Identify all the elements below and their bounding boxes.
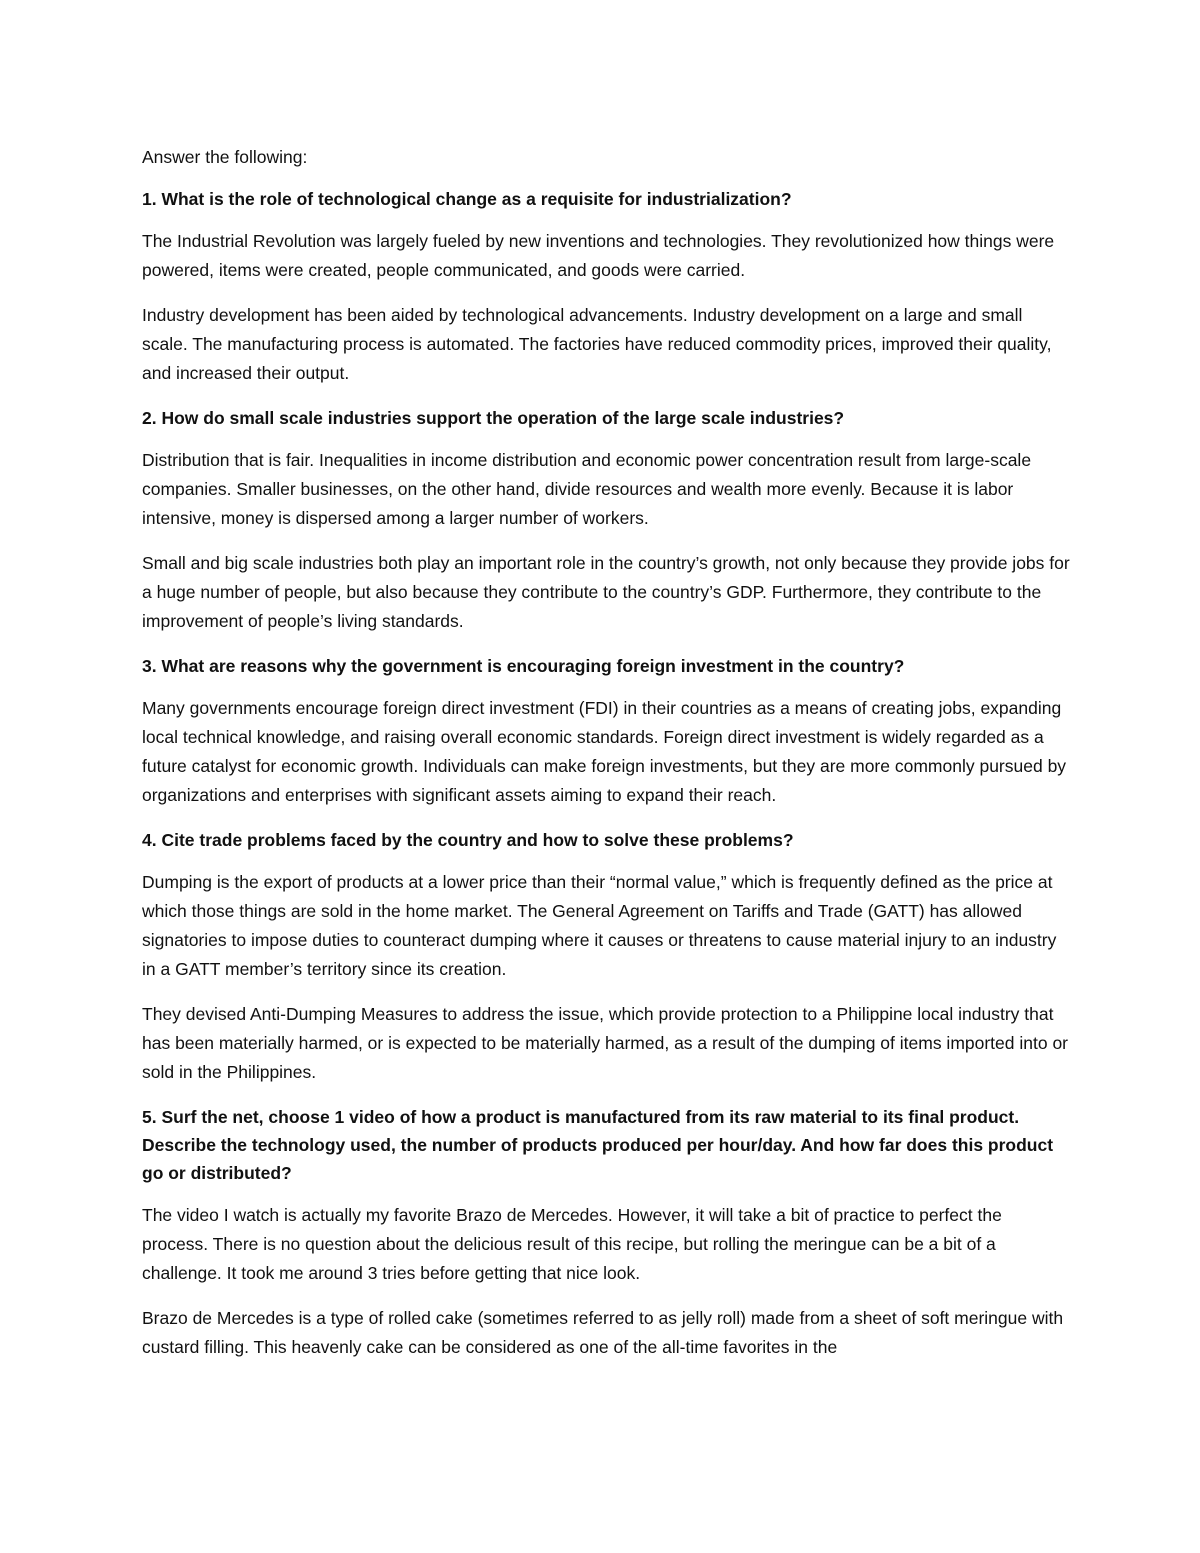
question-5: 5. Surf the net, choose 1 video of how a product is manufactured from its raw material to its final product. Describe the technology used, the number of products produced per hour/day. And how far does this product go or distributed? <box>142 1107 1054 1183</box>
question-4: 4. Cite trade problems faced by the country and how to solve these problems? <box>142 830 794 850</box>
answer-4-paragraph-1: Dumping is the export of products at a lower price than their “normal value,” which is frequently defined as the price at which those things are sold in the home market. The General Agreement on Tariffs and Trade (GATT) has allowed signatories to impose duties to counteract dumping where it causes or threatens to cause material injury to an industry in a GATT member’s territory since its creation. <box>142 872 1057 979</box>
document-body <box>142 143 1072 1378</box>
answer-3-paragraph-1: Many governments encourage foreign direct investment (FDI) in their countries as a means of creating jobs, expanding local technical knowledge, and raising overall economic standards. Foreign direct investment is widely regarded as a future catalyst for economic growth. Individuals can make foreign investments, but they are more commonly pursued by organizations and enterprises with significant assets aiming to expand their reach. <box>142 698 1067 805</box>
question-1: 1. What is the role of technological change as a requisite for industrialization? <box>142 189 792 209</box>
answer-5-paragraph-2: Brazo de Mercedes is a type of rolled cake (sometimes referred to as jelly roll) made from a sheet of soft meringue with custard filling. This heavenly cake can be considered as one of the all-time favorites in the <box>142 1308 1064 1357</box>
intro-text: Answer the following: <box>142 147 308 167</box>
question-2: 2. How do small scale industries support the operation of the large scale industries? <box>142 408 845 428</box>
answer-5-paragraph-1: The video I watch is actually my favorite Brazo de Mercedes. However, it will take a bit of practice to perfect the process. There is no question about the delicious result of this recipe, but rolling the meringue can be a bit of a challenge. It took me around 3 tries before getting that nice look. <box>142 1205 1002 1283</box>
answer-2-paragraph-1: Distribution that is fair. Inequalities in income distribution and economic power concentration result from large-scale companies. Smaller businesses, on the other hand, divide resources and wealth more evenly. Because it is labor intensive, money is dispersed among a larger number of workers. <box>142 450 1032 528</box>
answer-2-paragraph-2: Small and big scale industries both play an important role in the country’s growth, not only because they provide jobs for a huge number of people, but also because they contribute to the country’s GDP. Furthermore, they contribute to the improvement of people’s living standards. <box>142 553 1070 631</box>
answer-1-paragraph-2: Industry development has been aided by technological advancements. Industry development on a large and small scale. The manufacturing process is automated. The factories have reduced commodity prices, improved their quality, and increased their output. <box>142 305 1052 383</box>
question-3: 3. What are reasons why the government is encouraging foreign investment in the country? <box>142 656 905 676</box>
answer-4-paragraph-2: They devised Anti-Dumping Measures to address the issue, which provide protection to a Philippine local industry that has been materially harmed, or is expected to be materially harmed, as a result of the dumping of items imported into or sold in the Philippines. <box>142 1004 1069 1082</box>
answer-1-paragraph-1: The Industrial Revolution was largely fueled by new inventions and technologies. They revolutionized how things were powered, items were created, people communicated, and goods were carried. <box>142 231 1055 280</box>
